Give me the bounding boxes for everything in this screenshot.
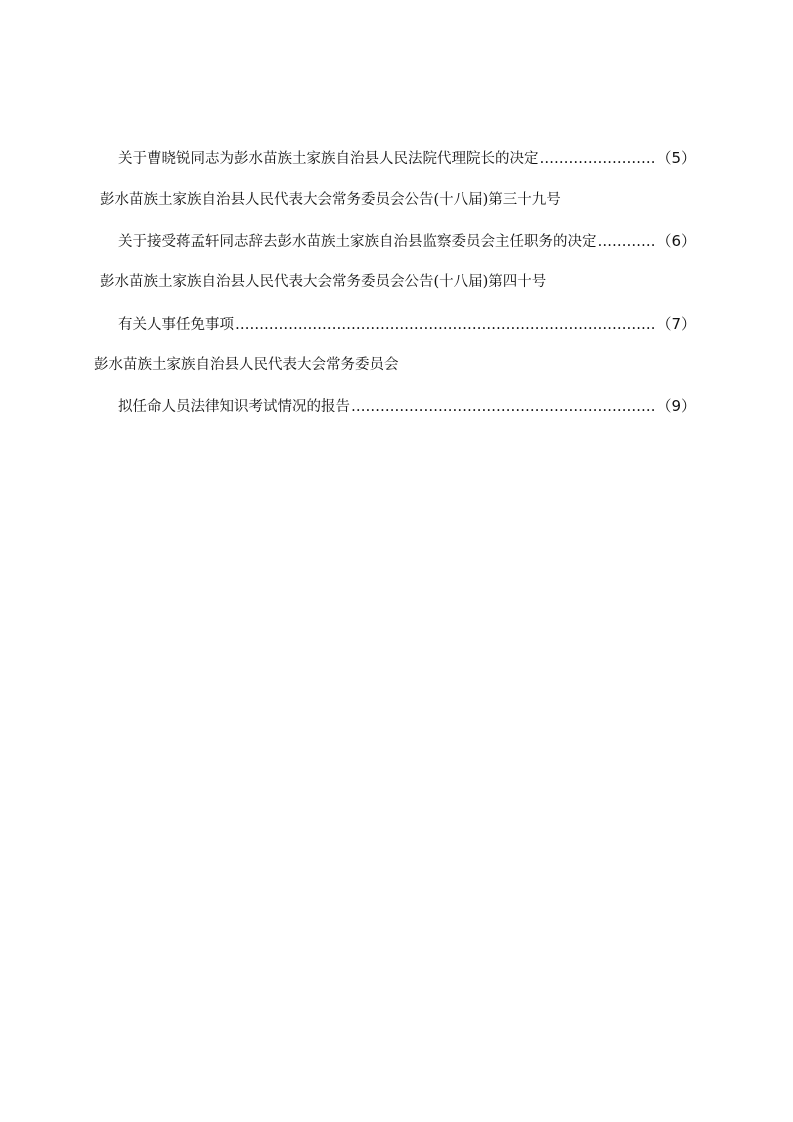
toc-entry	[118, 396, 696, 416]
toc-entry-title: 有关人事任免事项	[118, 317, 234, 333]
toc-page-number: （7）	[656, 315, 696, 333]
toc-entry	[118, 148, 696, 168]
toc-page-number: （5）	[656, 149, 696, 167]
toc-entry-title: 关于接受蒋孟轩同志辞去彭水苗族土家族自治县监察委员会主任职务的决定	[118, 234, 597, 250]
toc-entry-title: 拟任命人员法律知识考试情况的报告	[118, 399, 350, 415]
toc-section-heading: 彭水苗族土家族自治县人民代表大会常务委员会	[94, 357, 399, 373]
toc-page-number: （9）	[656, 397, 696, 415]
toc-dot-leader	[351, 397, 655, 417]
toc-entry	[118, 314, 696, 334]
toc-page-number: （6）	[656, 232, 696, 250]
toc-entry-title: 关于曹晓锐同志为彭水苗族土家族自治县人民法院代理院长的决定	[118, 151, 539, 167]
toc-entry	[118, 231, 696, 251]
toc-dot-leader	[235, 315, 655, 335]
toc-dot-leader	[540, 149, 656, 169]
toc-section-heading: 彭水苗族土家族自治县人民代表大会常务委员会公告(十八届)第四十号	[100, 274, 547, 290]
toc-section-heading: 彭水苗族土家族自治县人民代表大会常务委员会公告(十八届)第三十九号	[100, 192, 561, 208]
toc-dot-leader	[598, 232, 656, 252]
